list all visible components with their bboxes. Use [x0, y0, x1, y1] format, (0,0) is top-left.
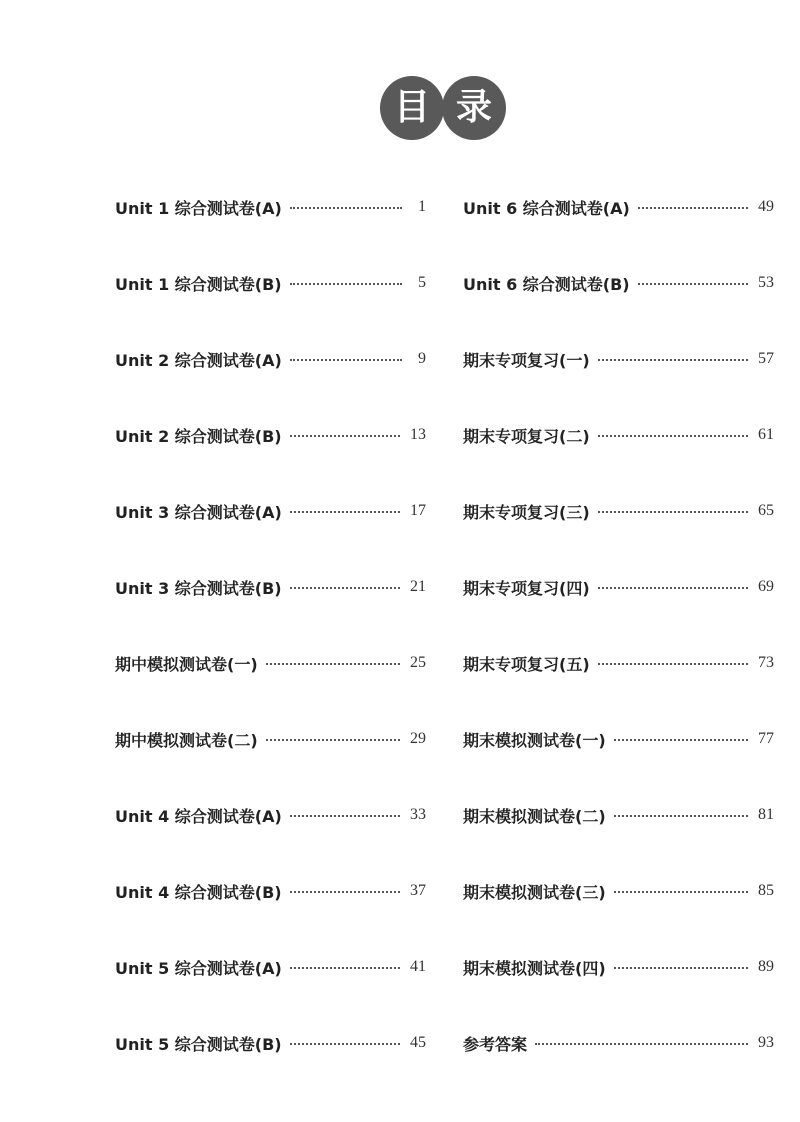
toc-entry-page: 57: [758, 350, 774, 367]
dot-leader: [290, 511, 400, 513]
toc-entry-page: 93: [758, 1034, 774, 1051]
dot-leader: [638, 207, 748, 209]
toc-entry-page: 33: [410, 806, 426, 823]
toc-entry-page: 49: [758, 198, 774, 215]
toc-entry-label: 期末专项复习(一): [463, 350, 590, 370]
toc-entry-page: 89: [758, 958, 774, 975]
toc-entry[interactable]: [463, 194, 774, 220]
dot-leader: [266, 663, 400, 665]
dot-leader: [290, 967, 400, 969]
toc-entry[interactable]: [115, 954, 426, 980]
dot-leader: [614, 967, 748, 969]
toc-entry[interactable]: [115, 270, 426, 296]
dot-leader: [266, 739, 400, 741]
toc-entry[interactable]: [463, 270, 774, 296]
toc-entry-page: 17: [410, 502, 426, 519]
toc-entry[interactable]: [463, 726, 774, 752]
toc-entry[interactable]: [115, 346, 426, 372]
toc-entry-label: Unit 3 综合测试卷(B): [115, 578, 282, 598]
toc-entry-page: 81: [758, 806, 774, 823]
toc-entry-label: Unit 5 综合测试卷(A): [115, 958, 282, 978]
toc-entry[interactable]: [115, 726, 426, 752]
toc-entry-page: 45: [410, 1034, 426, 1051]
dot-leader: [290, 1043, 400, 1045]
toc-entry[interactable]: [115, 878, 426, 904]
toc-entry[interactable]: [115, 1030, 426, 1056]
dot-leader: [598, 435, 748, 437]
dot-leader: [535, 1043, 748, 1045]
toc-entry-label: Unit 3 综合测试卷(A): [115, 502, 282, 522]
toc-entry[interactable]: [115, 802, 426, 828]
dot-leader: [290, 283, 402, 285]
page-title: [380, 76, 508, 140]
toc-entry[interactable]: [463, 346, 774, 372]
toc-entry[interactable]: [463, 1030, 774, 1056]
dot-leader: [290, 587, 400, 589]
toc-entry-label: 期末专项复习(三): [463, 502, 590, 522]
toc-entry-label: Unit 1 综合测试卷(B): [115, 274, 282, 294]
dot-leader: [598, 587, 748, 589]
toc-entry-page: 29: [410, 730, 426, 747]
toc-entry-page: 73: [758, 654, 774, 671]
toc-entry-label: Unit 1 综合测试卷(A): [115, 198, 282, 218]
toc-entry-label: 期末模拟测试卷(四): [463, 958, 606, 978]
toc-entry-page: 41: [410, 958, 426, 975]
title-char-1: 目: [380, 76, 444, 140]
dot-leader: [598, 511, 748, 513]
toc-entry-label: Unit 5 综合测试卷(B): [115, 1034, 282, 1054]
toc-entry[interactable]: [115, 498, 426, 524]
toc-entry-label: 期末专项复习(四): [463, 578, 590, 598]
toc-entry-page: 21: [410, 578, 426, 595]
toc-entry-page: 13: [410, 426, 426, 443]
toc-entry-page: 61: [758, 426, 774, 443]
toc-entry-label: Unit 6 综合测试卷(A): [463, 198, 630, 218]
dot-leader: [614, 891, 748, 893]
toc-entry-label: 期末模拟测试卷(二): [463, 806, 606, 826]
dot-leader: [290, 359, 402, 361]
toc-entry[interactable]: [463, 498, 774, 524]
toc-entry-label: 期末模拟测试卷(三): [463, 882, 606, 902]
toc-entry-label: 参考答案: [463, 1034, 528, 1054]
toc-entry-label: 期中模拟测试卷(一): [115, 654, 258, 674]
toc-entry[interactable]: [463, 422, 774, 448]
toc-entry-label: Unit 4 综合测试卷(A): [115, 806, 282, 826]
dot-leader: [614, 739, 748, 741]
dot-leader: [638, 283, 748, 285]
dot-leader: [290, 815, 400, 817]
toc-entry-page: 25: [410, 654, 426, 671]
toc-entry[interactable]: [115, 574, 426, 600]
dot-leader: [614, 815, 748, 817]
toc-entry-page: 69: [758, 578, 774, 595]
title-char-2: 录: [442, 76, 506, 140]
toc-entry-label: Unit 2 综合测试卷(B): [115, 426, 282, 446]
toc-entry-page: 77: [758, 730, 774, 747]
dot-leader: [290, 207, 402, 209]
toc-entry-label: 期末专项复习(五): [463, 654, 590, 674]
toc-entry-label: 期末模拟测试卷(一): [463, 730, 606, 750]
toc-entry-label: Unit 4 综合测试卷(B): [115, 882, 282, 902]
toc-entry-page: 37: [410, 882, 426, 899]
dot-leader: [598, 663, 748, 665]
toc-entry-page: 5: [418, 274, 426, 291]
toc-entry-label: 期中模拟测试卷(二): [115, 730, 258, 750]
toc-entry[interactable]: [115, 650, 426, 676]
toc-entry[interactable]: [115, 422, 426, 448]
toc-entry-page: 9: [418, 350, 426, 367]
toc-entry[interactable]: [463, 954, 774, 980]
dot-leader: [290, 435, 400, 437]
toc-entry-label: 期末专项复习(二): [463, 426, 590, 446]
toc-entry-page: 65: [758, 502, 774, 519]
toc-entry[interactable]: [463, 650, 774, 676]
toc-entry-label: Unit 2 综合测试卷(A): [115, 350, 282, 370]
toc-entry[interactable]: [115, 194, 426, 220]
toc-entry-page: 1: [418, 198, 426, 215]
toc-entry[interactable]: [463, 878, 774, 904]
toc-entry-page: 53: [758, 274, 774, 291]
toc-entry-page: 85: [758, 882, 774, 899]
toc-entry[interactable]: [463, 802, 774, 828]
dot-leader: [598, 359, 748, 361]
toc-entry-label: Unit 6 综合测试卷(B): [463, 274, 630, 294]
dot-leader: [290, 891, 400, 893]
toc-entry[interactable]: [463, 574, 774, 600]
